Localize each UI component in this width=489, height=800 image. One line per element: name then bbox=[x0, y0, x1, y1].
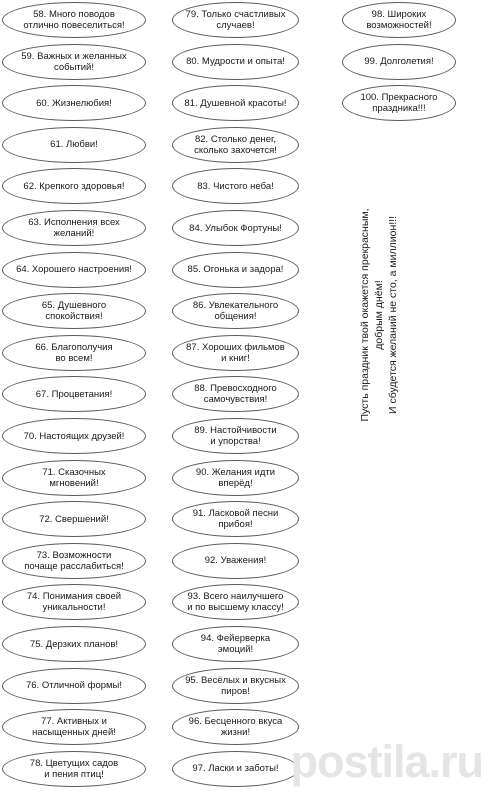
wish-oval bbox=[2, 668, 146, 704]
wish-text: 60. Жизнелюбия! bbox=[36, 97, 112, 109]
wish-oval bbox=[2, 626, 146, 662]
wish-text: 84. Улыбок Фортуны! bbox=[189, 222, 282, 234]
wish-text: 82. Столько денег, сколько захочется! bbox=[194, 133, 277, 156]
wish-oval bbox=[2, 44, 146, 80]
wish-oval bbox=[172, 584, 299, 620]
wish-oval bbox=[2, 210, 146, 246]
wish-oval bbox=[2, 709, 146, 745]
wish-text: 75. Дерзких планов! bbox=[29, 638, 119, 650]
watermark-logo: postila.ru bbox=[290, 736, 483, 787]
wish-text: 94. Фейерверка эмоций! bbox=[200, 633, 271, 655]
wish-text: 67. Процветания! bbox=[35, 388, 113, 400]
wish-oval bbox=[172, 2, 299, 38]
wish-text: 71. Сказочных мгновений! bbox=[42, 466, 106, 489]
wish-text: 64. Хорошего настроения! bbox=[16, 264, 132, 276]
wish-text: 76. Отличной формы! bbox=[25, 680, 123, 692]
wish-text: 79. Только счастливых случаев! bbox=[185, 9, 286, 31]
wish-oval bbox=[172, 168, 299, 204]
wish-oval bbox=[172, 293, 299, 329]
wish-oval bbox=[2, 418, 146, 454]
wish-oval bbox=[342, 85, 456, 121]
wish-text: 98. Широких возможностей! bbox=[366, 9, 432, 31]
wish-oval bbox=[172, 376, 299, 412]
wish-text: 77. Активных и насыщенных дней! bbox=[32, 716, 116, 739]
wish-text: 63. Исполнения всех желаний! bbox=[28, 217, 120, 239]
wish-text: 89. Настойчивости и упорства! bbox=[194, 425, 277, 447]
wish-text: 72. Свершений! bbox=[39, 513, 109, 525]
wish-text: 74. Понимания своей уникальности! bbox=[26, 591, 122, 614]
wish-text: 91. Ласковой песни прибоя! bbox=[192, 508, 279, 531]
wish-text: 87. Хороших фильмов и книг! bbox=[186, 341, 285, 364]
wish-oval bbox=[342, 2, 456, 38]
wish-oval bbox=[2, 168, 146, 204]
wish-oval bbox=[172, 543, 299, 579]
wish-text: 78. Цветущих садов и пения птиц! bbox=[29, 757, 119, 780]
wish-text: 92. Уважения! bbox=[204, 555, 267, 567]
wish-oval bbox=[2, 293, 146, 329]
wish-oval bbox=[342, 44, 456, 80]
wish-oval bbox=[2, 335, 146, 371]
wish-text: 62. Крепкого здоровья! bbox=[23, 180, 125, 192]
wish-oval bbox=[172, 44, 299, 80]
wish-text: 65. Душевного спокойствия! bbox=[41, 300, 107, 323]
wish-text: 90. Желания идти вперёд! bbox=[195, 466, 276, 489]
wish-oval bbox=[2, 2, 146, 38]
wish-oval bbox=[172, 85, 299, 121]
wish-text: 95. Весёлых и вкусных пиров! bbox=[185, 674, 286, 697]
wish-oval bbox=[2, 127, 146, 163]
wish-text: 59. Важных и желанных событий! bbox=[21, 50, 127, 73]
wish-text: 61. Любви! bbox=[50, 139, 98, 151]
wish-oval bbox=[172, 501, 299, 537]
wish-oval bbox=[172, 751, 299, 787]
wish-oval bbox=[172, 668, 299, 704]
wish-oval bbox=[2, 460, 146, 496]
wish-text: 58. Много поводов отлично повеселиться! bbox=[23, 9, 125, 31]
wish-text: 93. Всего наилучшего и по высшему классу! bbox=[187, 591, 284, 614]
wish-text: 70. Настоящих друзей! bbox=[23, 430, 125, 442]
wish-oval bbox=[172, 626, 299, 662]
wish-text: 73. Возможности почаще расслабиться! bbox=[24, 549, 124, 572]
wish-text: 80. Мудрости и опыта! bbox=[186, 56, 285, 68]
wish-text: 66. Благополучия во всем! bbox=[35, 341, 113, 364]
wish-oval bbox=[172, 127, 299, 163]
wish-oval bbox=[172, 210, 299, 246]
wish-text: 96. Бесценного вкуса жизни! bbox=[188, 716, 283, 739]
wish-oval bbox=[172, 335, 299, 371]
wish-oval bbox=[2, 584, 146, 620]
wish-oval bbox=[2, 252, 146, 288]
wish-text: 100. Прекрасного праздника!!! bbox=[360, 92, 438, 115]
wish-text: 88. Превосходного самочувствия! bbox=[194, 383, 277, 406]
wish-oval bbox=[2, 543, 146, 579]
wish-oval bbox=[2, 85, 146, 121]
wish-text: 99. Долголетия! bbox=[364, 56, 434, 68]
wish-oval bbox=[2, 376, 146, 412]
wish-oval bbox=[172, 709, 299, 745]
wish-oval bbox=[2, 501, 146, 537]
wish-oval bbox=[172, 418, 299, 454]
wish-text: 86. Увлекательного общения! bbox=[192, 300, 279, 323]
wish-oval bbox=[172, 252, 299, 288]
wish-text: 83. Чистого неба! bbox=[197, 180, 274, 192]
wish-oval bbox=[2, 751, 146, 787]
wish-text: 81. Душевной красоты! bbox=[184, 97, 287, 109]
wish-text: 85. Огонька и задора! bbox=[187, 264, 284, 276]
wish-text: 97. Ласки и заботы! bbox=[192, 763, 279, 775]
poem-text: Пусть праздник твой окажется прекрасным, добрым днём! И сбудется желаний не сто, а миллион!!! bbox=[359, 208, 399, 422]
wish-oval bbox=[172, 460, 299, 496]
